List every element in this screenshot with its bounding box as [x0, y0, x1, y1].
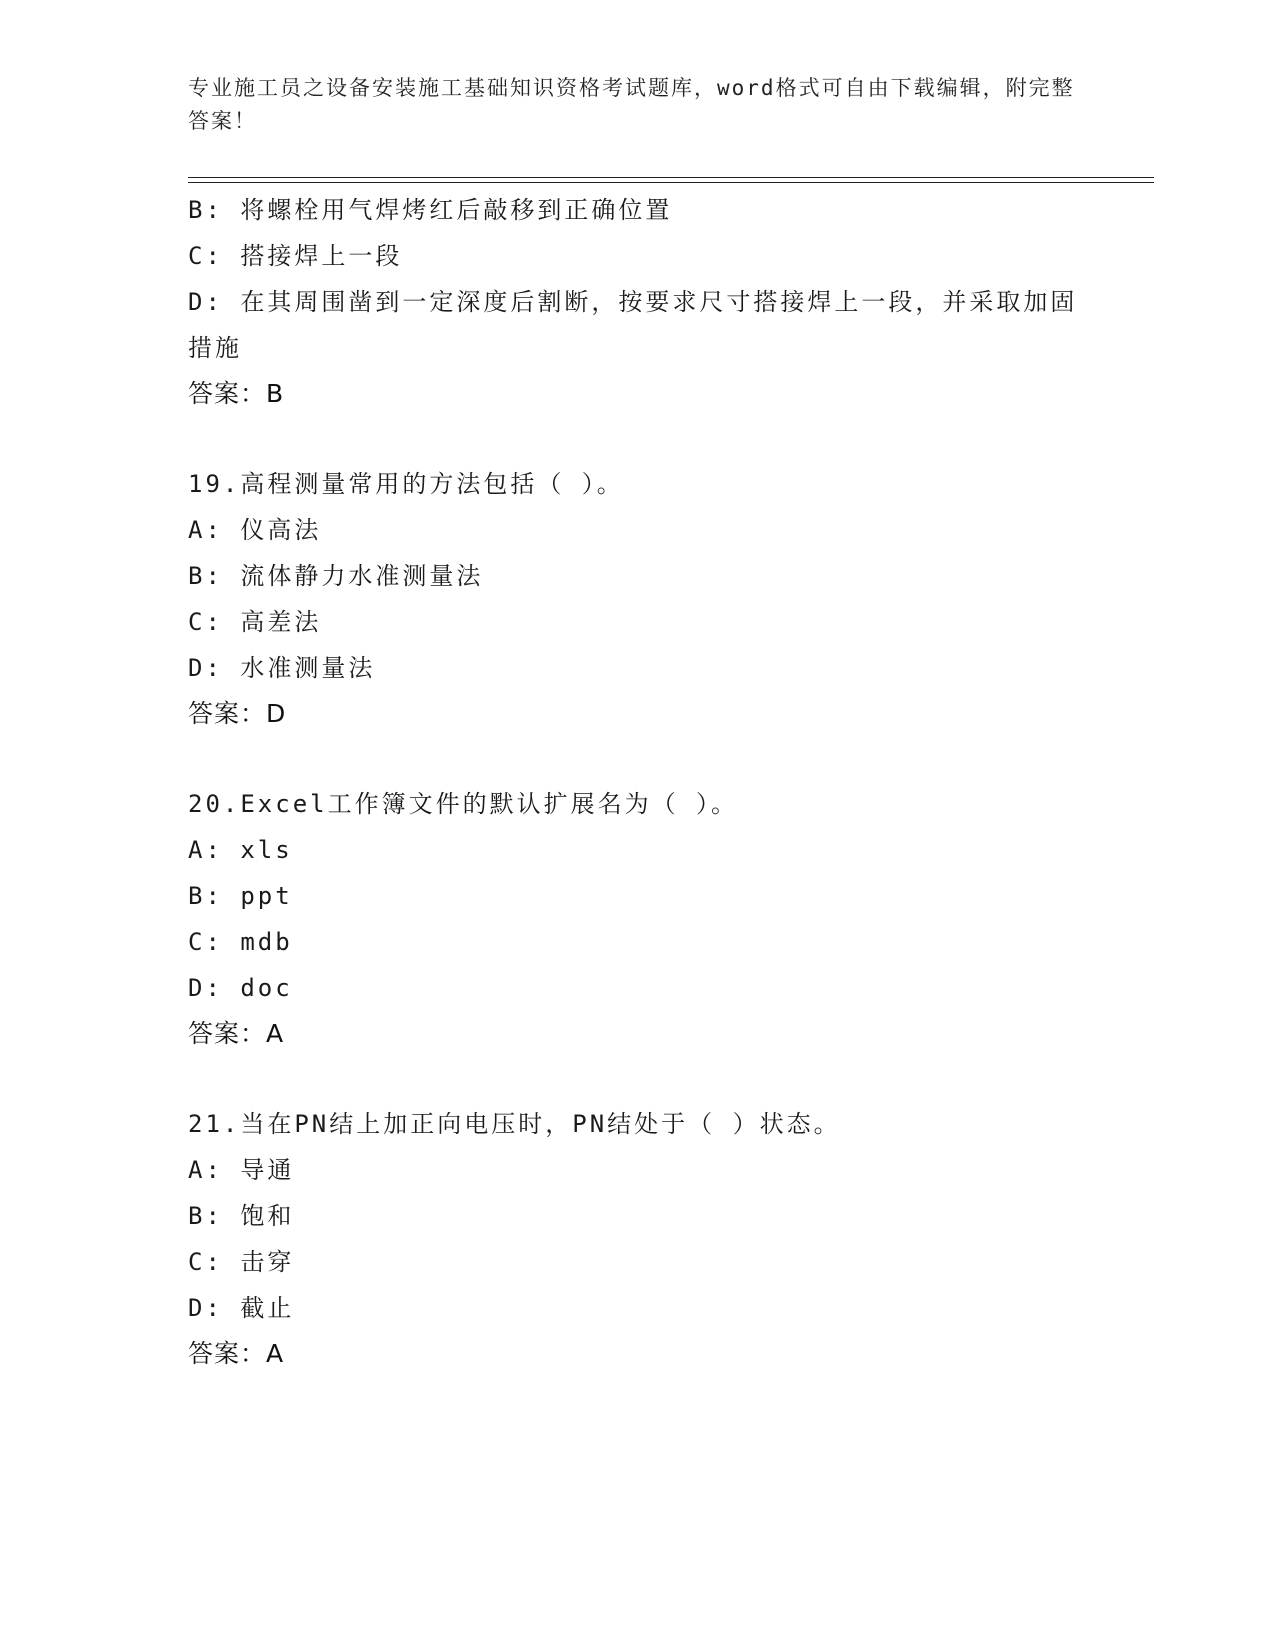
header-divider-top — [188, 177, 1154, 178]
answer-line: 答案：B — [188, 379, 285, 408]
option-d: D: 截止 — [188, 1294, 295, 1322]
spacer — [188, 1057, 1088, 1101]
option-b: B: 流体静力水准测量法 — [188, 562, 484, 590]
answer-line: 答案：A — [188, 1339, 285, 1368]
option-a: A: 仪高法 — [188, 516, 322, 544]
spacer — [188, 737, 1088, 781]
spacer — [188, 417, 1088, 461]
option-c: C: mdb — [188, 928, 293, 956]
document-header: 专业施工员之设备安装施工基础知识资格考试题库，word格式可自由下载编辑，附完整答案！ — [188, 76, 1075, 133]
option-d: D: doc — [188, 974, 293, 1002]
question-list — [188, 187, 1088, 1377]
option-d: D: 在其周围凿到一定深度后割断，按要求尺寸搭接焊上一段，并采取加固措施 — [188, 288, 1078, 362]
option-c: C: 高差法 — [188, 608, 322, 636]
option-a: A: xls — [188, 836, 293, 864]
question-stem: 20.Excel工作簿文件的默认扩展名为（ ）。 — [188, 790, 739, 818]
answer-line: 答案：D — [188, 699, 287, 728]
option-c: C: 击穿 — [188, 1248, 295, 1276]
option-b: B: 将螺栓用气焊烤红后敲移到正确位置 — [188, 196, 673, 224]
question-21 — [188, 1101, 1088, 1377]
answer-line: 答案：A — [188, 1019, 285, 1048]
option-a: A: 导通 — [188, 1156, 295, 1184]
question-20 — [188, 781, 1088, 1057]
question-stem: 21.当在PN结上加正向电压时，PN结处于（ ）状态。 — [188, 1110, 841, 1138]
option-c: C: 搭接焊上一段 — [188, 242, 403, 270]
option-b: B: 饱和 — [188, 1202, 295, 1230]
option-d: D: 水准测量法 — [188, 654, 376, 682]
header-divider-bottom — [188, 182, 1154, 183]
question-stem: 19.高程测量常用的方法包括（ ）。 — [188, 470, 624, 498]
question-19 — [188, 461, 1088, 737]
question-18-tail — [188, 187, 1088, 417]
option-b: B: ppt — [188, 882, 293, 910]
